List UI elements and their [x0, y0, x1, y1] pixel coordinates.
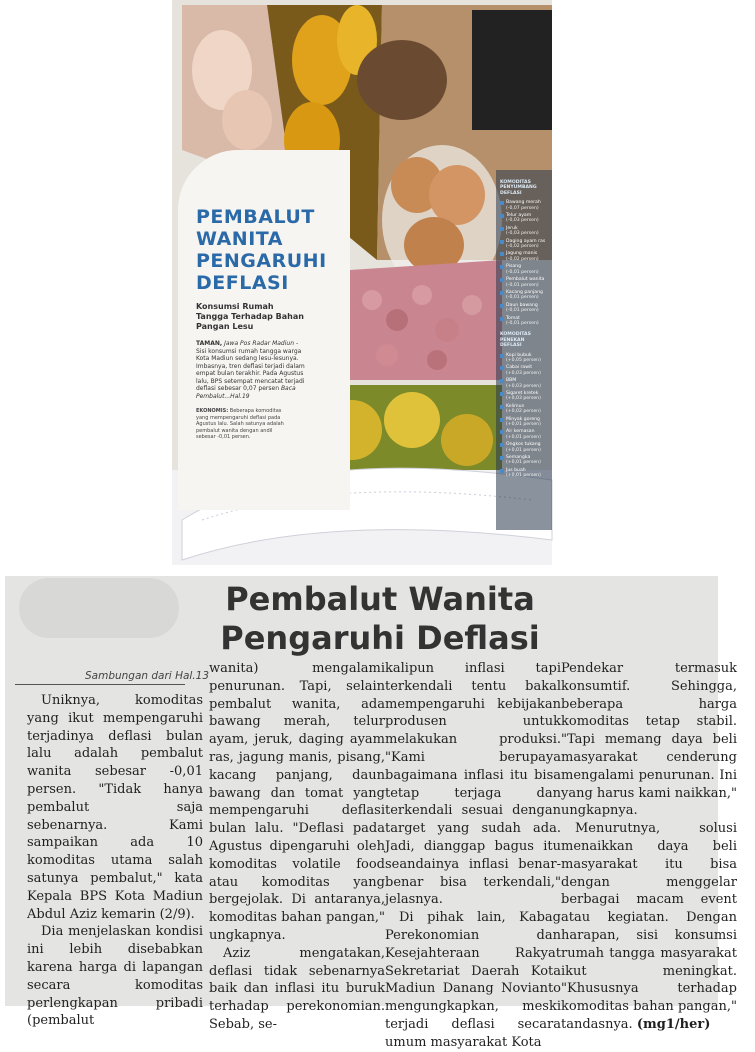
bottom-clipping	[5, 576, 737, 1050]
infobox-item-text	[506, 442, 541, 453]
bullet-square-icon	[500, 379, 504, 383]
commodity-share: (-0,07 persen)	[506, 205, 539, 211]
commodity-name: Kacang panjang	[506, 289, 543, 295]
top-clipping	[172, 0, 552, 565]
commodity-name: Tomat	[506, 315, 520, 321]
infobox-item-text	[506, 264, 539, 275]
bullet-square-icon	[500, 214, 504, 218]
infobox-item-text	[506, 277, 544, 288]
commodity-share: (+0,01 persen)	[506, 460, 541, 466]
paragraph: Aziz mengatakan, deflasi tidak sebenarnya baik dan inflasi itu buruk terhadap perekonomian. Sebab, se-	[209, 945, 385, 1032]
commodity-share: (+0,03 persen)	[506, 370, 541, 376]
commodity-share: (-0,03 persen)	[506, 218, 539, 224]
article-column-3	[385, 660, 561, 1052]
paragraph: Dia menjelaskan kondisi ini lebih disebabkan karena harga di lapangan secara komoditas perlengkapan pribadi (pembalut	[27, 924, 203, 1029]
infobox-item	[500, 251, 546, 262]
bullet-square-icon	[500, 430, 504, 434]
paragraph: wanita) mengalami penurunan. Tapi, selain pembalut wanita, ada bawang merah, telur ayam, jeruk, daging ayam ras, jagung manis, pisang, kacang panjang, daun bawang dan tomat yang mempengaruhi deflasi bulan lalu. "Deflasi pada Agustus dipengaruhi oleh komoditas volatile food atau komoditas yang bergejolak. Di antaranya, komoditas bahan pangan," ungkapnya.	[209, 661, 385, 943]
lead-text: - Sisi konsumsi rumah tangga warga Kota Madiun sedang lesu-lesunya. Imbasnya, tren deflasi terjadi dalam empat bulan terakhir. Pada Agustus lalu, BPS setempat mencatat terjadi deflasi sebesar 0,07 persen	[196, 340, 305, 392]
byline: (mg1/her)	[636, 1016, 711, 1032]
commodity-name: Semangka	[506, 455, 531, 461]
front-page-headline: PEMBALUT WANITA PENGARUHI DEFLASI	[196, 206, 327, 294]
infobox-item-text	[506, 303, 539, 314]
commodity-share: (-0,01 persen)	[506, 295, 539, 301]
infobox-item-text	[506, 417, 541, 428]
infobox-item	[500, 213, 546, 224]
commodity-share: (+0,01 persen)	[506, 447, 541, 453]
commodity-share: (-0,01 persen)	[506, 269, 539, 275]
caption-label: EKONOMIS:	[196, 408, 229, 414]
infobox-item	[500, 455, 546, 466]
bullet-square-icon	[500, 317, 504, 321]
commodity-share: (-0,01 persen)	[506, 308, 539, 314]
commodity-share: (+0,01 persen)	[506, 434, 541, 440]
infobox-group2-list	[500, 353, 546, 479]
photo-caption	[196, 408, 286, 441]
commodity-name: Jeruk	[506, 225, 518, 231]
commodity-name: Kopi bubuk	[506, 352, 532, 358]
infobox-group2-title: KOMODITAS PENEKAN DEFLASI	[500, 332, 531, 349]
infobox-item-text	[506, 290, 543, 301]
bullet-square-icon	[500, 265, 504, 269]
article-column-4	[561, 660, 737, 1034]
infobox-item	[500, 417, 546, 428]
commodity-name: Minyak goreng	[506, 416, 540, 422]
infobox-item-text	[506, 353, 541, 364]
infobox-item	[500, 264, 546, 275]
commodity-share: (+0,01 persen)	[506, 473, 541, 479]
infobox-item	[500, 200, 546, 211]
infobox-item	[500, 226, 546, 237]
front-page-subheadline: Konsumsi Rumah Tangga Terhadap Bahan Pangan Lesu	[196, 302, 304, 331]
commodity-share: (-0,01 persen)	[506, 320, 539, 326]
bullet-square-icon	[500, 227, 504, 231]
infobox-item-text	[506, 365, 541, 376]
commodity-name: Air kemasan	[506, 429, 535, 435]
infobox-item	[500, 290, 546, 301]
commodity-name: Daun bawang	[506, 302, 538, 308]
article-title-line1: Pembalut Wanita	[225, 580, 535, 618]
commodity-name: Telur ayam	[506, 213, 532, 219]
commodity-share: (+0,03 persen)	[506, 383, 541, 389]
bullet-square-icon	[500, 278, 504, 282]
infobox-group1-title: KOMODITAS PENYUMBANG DEFLASI	[500, 180, 537, 196]
commodity-name: Kelimun	[506, 403, 525, 409]
bullet-square-icon	[500, 392, 504, 396]
infobox-item	[500, 429, 546, 440]
bullet-square-icon	[500, 201, 504, 205]
bullet-square-icon	[500, 405, 504, 409]
infobox-item	[500, 365, 546, 376]
caption-text: Beberapa komoditas yang mempengaruhi deflasi pada Agustus lalu. Salah satunya adalah pembalut wanita dengan andil sebesar -0,01 persen.	[196, 408, 284, 440]
commodity-share: (+0,05 persen)	[506, 357, 541, 363]
continued-from-label: Sambungan dari Hal.13	[85, 670, 210, 682]
infobox-item-text	[506, 316, 539, 327]
bullet-square-icon	[500, 456, 504, 460]
infobox-item	[500, 353, 546, 364]
paragraph: Di pihak lain, Kabag Perekonomian dan Kesejahteraan Rakyat Sekretariat Daerah Kota Madiun Danang Novianto mengungkapkan, meski terjadi deflasi secara umum masyarakat Kota	[385, 910, 561, 1050]
article-title	[5, 580, 755, 658]
paragraph: kalipun inflasi tapi terkendali tentu bakal mempengaruhi kebijakan produsen untuk melakukan produksi. "Kami berupaya bagaimana inflasi itu bisa tetap terjaga dan terkendali sesuai dengan target yang sudah ada. Jadi, dianggap bagus itu seandainya inflasi benar-benar bisa terkendali," jelasnya.	[385, 661, 561, 908]
infobox-item	[500, 239, 546, 250]
headline-panel	[178, 150, 350, 510]
commodity-share: (-0,02 persen)	[506, 244, 539, 250]
bullet-square-icon	[500, 418, 504, 422]
bullet-square-icon	[500, 252, 504, 256]
commodity-name: Pembalut wanita	[506, 277, 545, 283]
lead-continue: Baca Pembalut...Hal.19	[196, 385, 296, 400]
infobox-item-text	[506, 239, 545, 250]
infobox-item-text	[506, 429, 541, 440]
infobox-item	[500, 378, 546, 389]
commodity-share: (-0,02 persen)	[506, 256, 539, 262]
bullet-square-icon	[500, 469, 504, 473]
infobox-item	[500, 316, 546, 327]
infobox-item-text	[506, 455, 541, 466]
commodity-share: (-0,01 persen)	[506, 282, 539, 288]
infobox-item	[500, 468, 546, 479]
article-title-line2: Pengaruhi Deflasi	[220, 619, 540, 657]
article-column-1	[27, 692, 203, 1030]
bullet-square-icon	[500, 304, 504, 308]
infobox-item	[500, 404, 546, 415]
commodity-name: Cabai rawit	[506, 365, 533, 371]
infobox-item	[500, 442, 546, 453]
commodity-share: (-0,03 persen)	[506, 231, 539, 237]
bullet-square-icon	[500, 366, 504, 370]
paragraph-text: Menurutnya, solusi menaikkan daya beli masyarakat itu bisa dengan menggelar berbagai macam event atau kegiatan. Dengan harapan, sisi konsumsi rumah tangga masyarakat ikut meningkat. "Khususnya terhadap komoditas bahan pangan," tandasnya.	[561, 821, 737, 1032]
article-column-2	[209, 660, 385, 1034]
infobox-item-text	[506, 391, 541, 402]
commodity-share: (+0,02 persen)	[506, 409, 541, 415]
front-page-lead	[196, 340, 308, 400]
commodity-name: Pisang	[506, 264, 521, 270]
commodity-name: Ongkos tukang	[506, 442, 541, 448]
infobox-item-text	[506, 251, 539, 262]
infobox-item-text	[506, 468, 541, 479]
commodity-name: Jus buah	[506, 467, 526, 473]
lead-dateline: TAMAN,	[196, 340, 223, 347]
commodity-share: (+0,01 persen)	[506, 422, 541, 428]
paragraph: Pendekar termasuk konsumtif. Sehingga, beberapa harga komoditas tetap stabil. "Tapi memang daya beli masyarakat cenderung mengalami penurunan. Ini yang harus kami naikkan," ungkapnya.	[561, 661, 737, 819]
commodity-name: BBM	[506, 378, 517, 384]
column-top-rule	[15, 684, 185, 685]
infobox-item-text	[506, 200, 541, 211]
commodity-name: Daging ayam ras	[506, 238, 546, 244]
infobox-item	[500, 303, 546, 314]
infobox-item-text	[506, 213, 539, 224]
paragraph: Uniknya, komoditas yang ikut mempengaruhi terjadinya deflasi bulan lalu adalah pembalut wanita sebesar -0,01 persen. "Tidak hanya pembalut saja sebenarnya. Kami sampaikan ada 10 komoditas utama salah satunya pembalut," kata Kepala BPS Kota Madiun Abdul Aziz kemarin (2/9).	[27, 693, 203, 922]
commodity-name: Sigaret kretek	[506, 391, 539, 396]
commodity-infobox	[500, 180, 546, 481]
infobox-item	[500, 277, 546, 288]
commodity-share: (+0,03 persen)	[506, 396, 541, 402]
infobox-item-text	[506, 226, 539, 237]
bullet-square-icon	[500, 291, 504, 295]
commodity-name: Jagung manis	[506, 251, 538, 257]
infobox-group1-list	[500, 200, 546, 326]
commodity-name: Bawang merah	[506, 200, 541, 206]
infobox-item-text	[506, 378, 541, 389]
lead-source: Jawa Pos Radar Madiun	[224, 340, 295, 347]
paragraph	[561, 820, 737, 1034]
bullet-square-icon	[500, 354, 504, 358]
bullet-square-icon	[500, 240, 504, 244]
infobox-item	[500, 391, 546, 402]
infobox-item-text	[506, 404, 541, 415]
bullet-square-icon	[500, 443, 504, 447]
